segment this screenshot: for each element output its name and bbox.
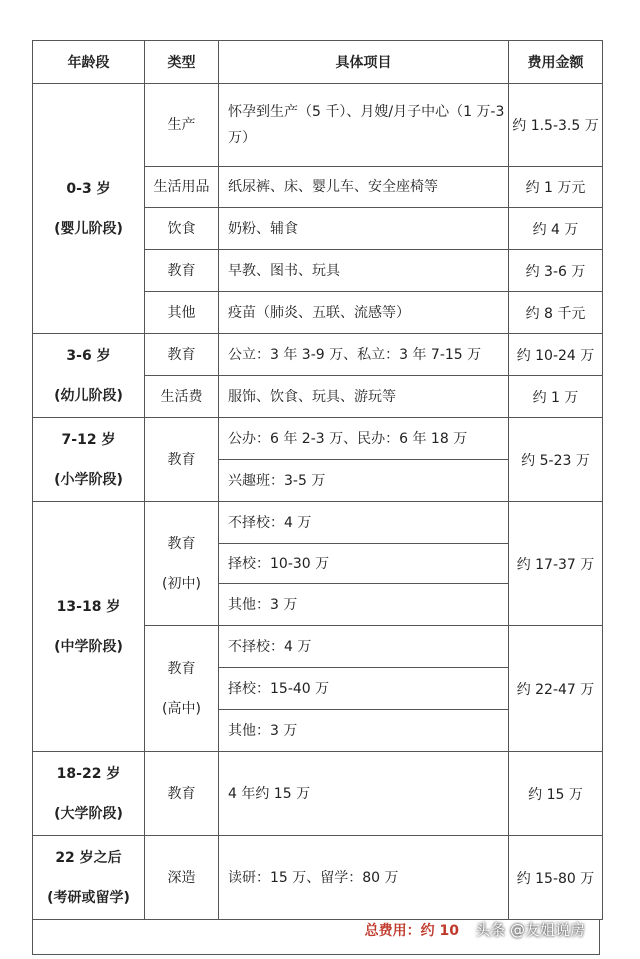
item-cell: 择校：10-30 万	[219, 544, 509, 584]
watermark: 头条 @友姐说房	[475, 921, 585, 939]
age-range: 0-3 岁	[66, 180, 111, 197]
amount-cell: 约 10-24 万	[509, 334, 603, 376]
table-row	[33, 502, 603, 544]
age-cell	[33, 752, 145, 836]
type-label: 深造	[167, 869, 196, 886]
age-stage: (婴儿阶段)	[54, 220, 123, 237]
cost-table	[32, 40, 603, 920]
type-cell	[145, 376, 219, 418]
type-cell	[145, 418, 219, 502]
type-sublabel: (高中)	[162, 700, 201, 717]
amount-cell: 约 1 万	[509, 376, 603, 418]
item-cell: 兴趣班：3-5 万	[219, 460, 509, 502]
table-row	[33, 84, 603, 167]
amount-cell: 约 22-47 万	[509, 626, 603, 752]
item-cell: 怀孕到生产（5 千）、月嫂/月子中心（1 万-3 万）	[219, 84, 509, 167]
type-cell	[145, 752, 219, 836]
item-cell: 公办：6 年 2-3 万、民办：6 年 18 万	[219, 418, 509, 460]
type-label: 生活费	[160, 388, 203, 405]
header-amount: 费用金额	[509, 41, 603, 84]
item-cell: 早教、图书、玩具	[219, 250, 509, 292]
type-cell	[145, 836, 219, 920]
header-row	[33, 41, 603, 84]
age-cell	[33, 502, 145, 752]
age-stage: (幼儿阶段)	[54, 387, 123, 404]
type-label: 教育	[167, 785, 196, 802]
table-row	[33, 334, 603, 376]
item-cell: 其他：3 万	[219, 584, 509, 626]
age-stage: (中学阶段)	[54, 638, 123, 655]
type-label: 生产	[167, 117, 196, 133]
age-cell	[33, 418, 145, 502]
age-range: 13-18 岁	[56, 598, 121, 615]
amount-cell: 约 15-80 万	[509, 836, 603, 920]
amount-cell: 约 4 万	[509, 208, 603, 250]
type-cell	[145, 502, 219, 626]
item-cell: 疫苗（肺炎、五联、流感等）	[219, 292, 509, 334]
type-sublabel: (初中)	[162, 575, 201, 592]
item-cell: 其他：3 万	[219, 710, 509, 752]
type-cell	[145, 84, 219, 167]
age-cell	[33, 836, 145, 920]
type-label: 饮食	[167, 220, 196, 237]
age-stage: (考研或留学)	[47, 889, 130, 906]
item-cell: 择校：15-40 万	[219, 668, 509, 710]
table-footer	[32, 920, 600, 955]
item-cell: 服饰、饮食、玩具、游玩等	[219, 376, 509, 418]
item-cell: 纸尿裤、床、婴儿车、安全座椅等	[219, 167, 509, 208]
amount-cell: 约 5-23 万	[509, 418, 603, 502]
amount-cell: 约 17-37 万	[509, 502, 603, 626]
amount-cell: 约 15 万	[509, 752, 603, 836]
amount-cell: 约 1 万元	[509, 167, 603, 208]
amount-cell: 约 3-6 万	[509, 250, 603, 292]
type-cell	[145, 250, 219, 292]
type-cell	[145, 167, 219, 208]
type-cell	[145, 208, 219, 250]
age-stage: (小学阶段)	[54, 471, 123, 488]
type-cell	[145, 334, 219, 376]
type-label: 教育	[167, 660, 196, 677]
item-cell: 公立：3 年 3-9 万、私立：3 年 7-15 万	[219, 334, 509, 376]
table-row	[33, 836, 603, 920]
type-label: 其他	[167, 304, 196, 321]
type-label: 教育	[167, 451, 196, 468]
item-cell: 4 年约 15 万	[219, 752, 509, 836]
age-cell	[33, 334, 145, 418]
type-label: 教育	[167, 262, 196, 279]
amount-cell: 约 8 千元	[509, 292, 603, 334]
age-range: 22 岁之后	[55, 849, 122, 866]
age-range: 7-12 岁	[61, 431, 116, 448]
age-range: 3-6 岁	[66, 347, 111, 364]
header-type: 类型	[145, 41, 219, 84]
item-cell: 奶粉、辅食	[219, 208, 509, 250]
item-cell: 不择校：4 万	[219, 626, 509, 668]
item-cell: 不择校：4 万	[219, 502, 509, 544]
age-cell	[33, 84, 145, 334]
type-label: 教育	[167, 535, 196, 552]
age-range: 18-22 岁	[56, 765, 121, 782]
type-label: 教育	[167, 346, 196, 363]
header-item: 具体项目	[219, 41, 509, 84]
type-label: 生活用品	[153, 179, 210, 195]
total-cost: 总费用：约 10	[364, 923, 459, 939]
table-row	[33, 418, 603, 460]
type-cell	[145, 292, 219, 334]
item-cell: 读研：15 万、留学：80 万	[219, 836, 509, 920]
header-age: 年龄段	[33, 41, 145, 84]
table-row	[33, 752, 603, 836]
type-cell	[145, 626, 219, 752]
age-stage: (大学阶段)	[54, 805, 123, 822]
amount-cell: 约 1.5-3.5 万	[509, 84, 603, 167]
